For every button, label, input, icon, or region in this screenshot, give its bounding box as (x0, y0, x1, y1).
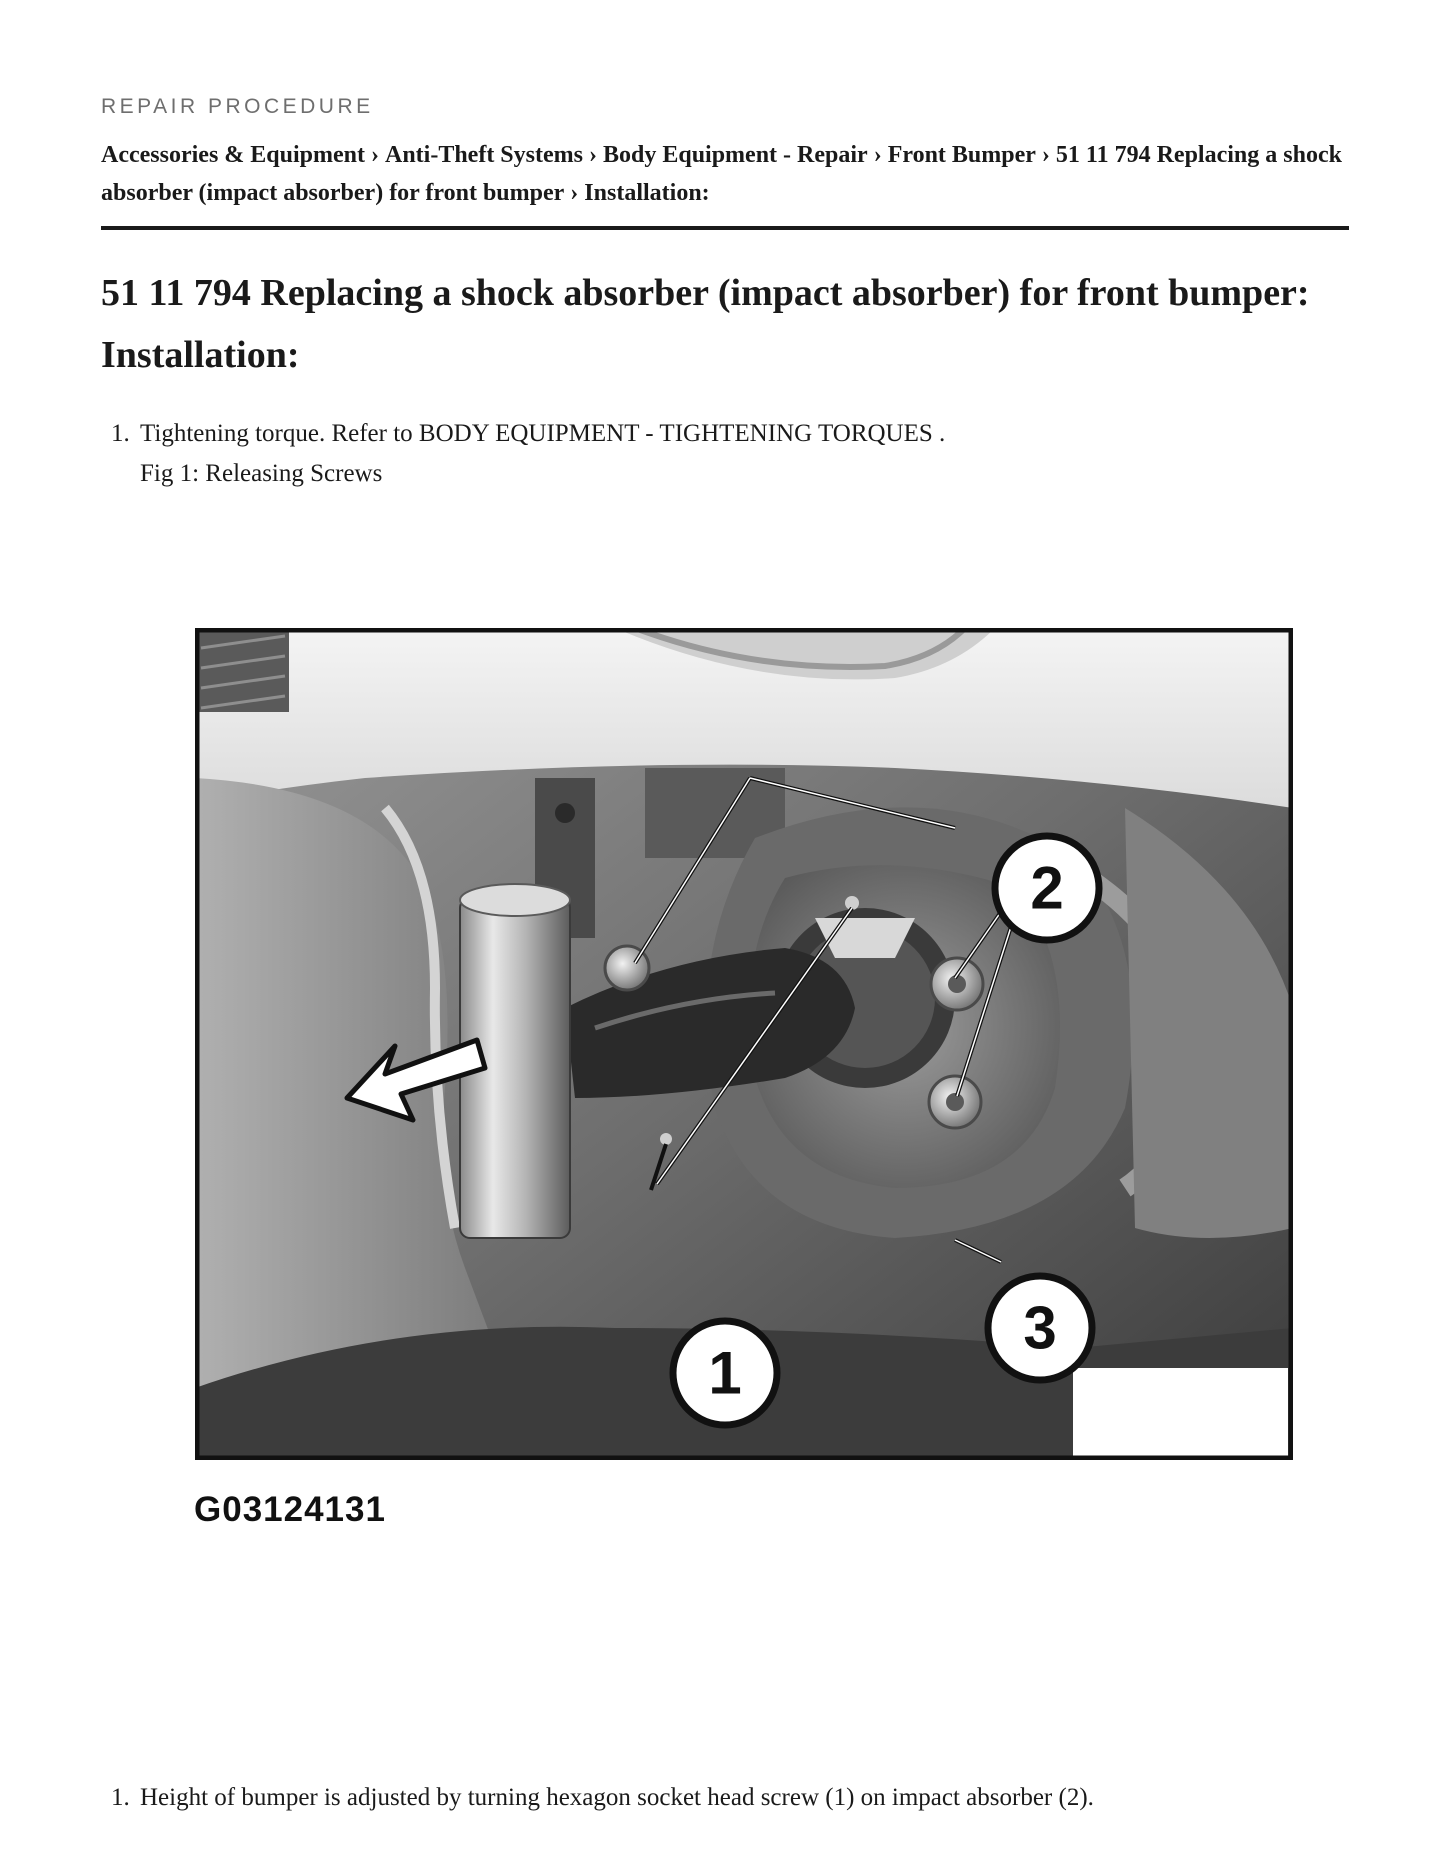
breadcrumb-item[interactable]: Front Bumper (887, 142, 1036, 168)
breadcrumb-separator: › (588, 142, 597, 168)
figure-caption: Fig 1: Releasing Screws (140, 460, 383, 487)
breadcrumb-separator: › (1041, 142, 1050, 168)
step-text: Tightening torque. Refer to BODY EQUIPMENT - TIGHTENING TORQUES . (140, 420, 946, 447)
breadcrumb-separator: › (570, 180, 579, 206)
callout-2 (995, 836, 1099, 940)
breadcrumb-item[interactable]: 51 11 794 Replacing a shock absorber (impact absorber) for front bumper (101, 142, 1342, 206)
breadcrumb (101, 136, 1349, 212)
procedure-step (101, 414, 1349, 494)
step-number: 1. (111, 420, 130, 447)
breadcrumb-item[interactable]: Accessories & Equipment (101, 142, 365, 168)
callout-3-label: 3 (1023, 1294, 1057, 1362)
bumper-photo-illustration (195, 628, 1293, 1460)
callout-2-label: 2 (1030, 854, 1064, 922)
procedure-steps (101, 1778, 1349, 1818)
procedure-step (101, 1778, 1349, 1818)
section-eyebrow: REPAIR PROCEDURE (101, 95, 374, 118)
procedure-steps (101, 414, 1349, 494)
step-number: 1. (111, 1784, 130, 1811)
figure-releasing-screws (195, 628, 1293, 1460)
header-divider (101, 226, 1349, 230)
breadcrumb-separator: › (370, 142, 379, 168)
callout-1-label: 1 (708, 1339, 742, 1407)
callout-1 (673, 1321, 777, 1425)
callout-3 (988, 1276, 1092, 1380)
step-text: Height of bumper is adjusted by turning hexagon socket head screw (1) on impact absorber (2). (140, 1784, 1094, 1811)
breadcrumb-separator: › (873, 142, 882, 168)
figure-code: G03124131 (194, 1490, 386, 1529)
breadcrumb-current: Installation: (584, 180, 710, 206)
page-title: 51 11 794 Replacing a shock absorber (impact absorber) for front bumper: Installation: (101, 272, 1310, 376)
breadcrumb-item[interactable]: Anti-Theft Systems (384, 142, 583, 168)
breadcrumb-item[interactable]: Body Equipment - Repair (602, 142, 868, 168)
